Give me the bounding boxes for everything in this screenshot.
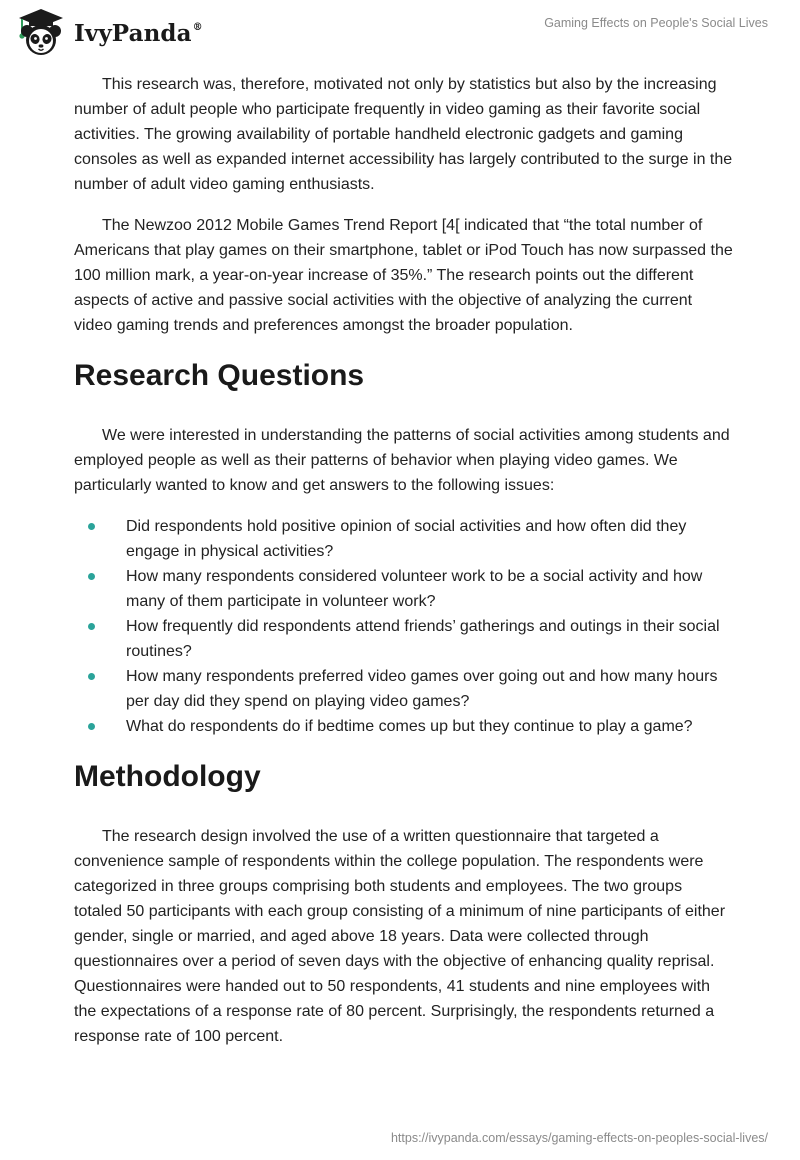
panda-graduate-logo-icon — [16, 7, 66, 57]
list-item-text: How frequently did respondents attend friends’ gatherings and outings in their social routines? — [126, 618, 720, 660]
research-questions-list — [74, 514, 734, 739]
list-item-text: What do respondents do if bedtime comes up but they continue to play a game? — [126, 718, 693, 735]
research-questions-intro: We were interested in understanding the patterns of social activities among students and employed people as well as their patterns of behavior when playing video games. We particularly wanted to know and get answers to the following issues: — [74, 427, 730, 494]
research-questions-heading: Research Questions — [74, 359, 365, 392]
list-item — [74, 664, 734, 714]
methodology-paragraph: The research design involved the use of a written questionnaire that targeted a convenience sample of respondents within the college population. The respondents were categorized in three groups comprising both students and employees. The two groups totaled 50 participants with each group consisting of a minimum of nine participants of either gender, single or married, and aged above 18 years. Data were collected through questionnaires over a period of seven days with the objective of enhancing quality reprisal. Questionnaires were handed out to 50 respondents, 41 students and nine employees with the expectations of a response rate of 80 percent. Surprisingly, the respondents returned a response rate of 100 percent. — [74, 828, 726, 1045]
list-item — [74, 564, 734, 614]
bullet-icon — [88, 673, 95, 680]
list-item-text: How many respondents preferred video games over going out and how many hours per day did they spend on playing video games? — [126, 668, 718, 710]
list-item-text: How many respondents considered volunteer work to be a social activity and how many of them participate in volunteer work? — [126, 568, 703, 610]
bullet-icon — [88, 573, 95, 580]
ivypanda-logo[interactable] — [16, 6, 203, 58]
bullet-icon — [88, 623, 95, 630]
bullet-icon — [88, 523, 95, 530]
list-item — [74, 514, 734, 564]
essay-content — [74, 72, 734, 1049]
registered-mark: ® — [192, 21, 203, 33]
intro-paragraph-1: This research was, therefore, motivated not only by statistics but also by the increasing number of adult people who participate frequently in video gaming as their favorite social activities. The growing availability of portable handheld electronic gadgets and gaming consoles as well as expanded internet accessibility has largely contributed to the surge in the number of adult video gaming enthusiasts. — [74, 76, 733, 193]
methodology-heading: Methodology — [74, 760, 261, 793]
brand-name: IvyPanda® — [74, 19, 203, 47]
list-item — [74, 714, 734, 739]
document-title: Gaming Effects on People's Social Lives — [544, 16, 768, 30]
list-item — [74, 614, 734, 664]
bullet-icon — [88, 723, 95, 730]
source-url-link[interactable]: https://ivypanda.com/essays/gaming-effects-on-peoples-social-lives/ — [390, 1131, 768, 1145]
list-item-text: Did respondents hold positive opinion of social activities and how often did they engage in physical activities? — [126, 518, 687, 560]
intro-paragraph-2: The Newzoo 2012 Mobile Games Trend Report [4[ indicated that “the total number of Americans that play games on their smartphone, tablet or iPod Touch has now surpassed the 100 million mark, a year-on-year increase of 35%.” The research points out the different aspects of active and passive social activities with the objective of analyzing the current video gaming trends and preferences amongst the broader population. — [74, 217, 733, 334]
